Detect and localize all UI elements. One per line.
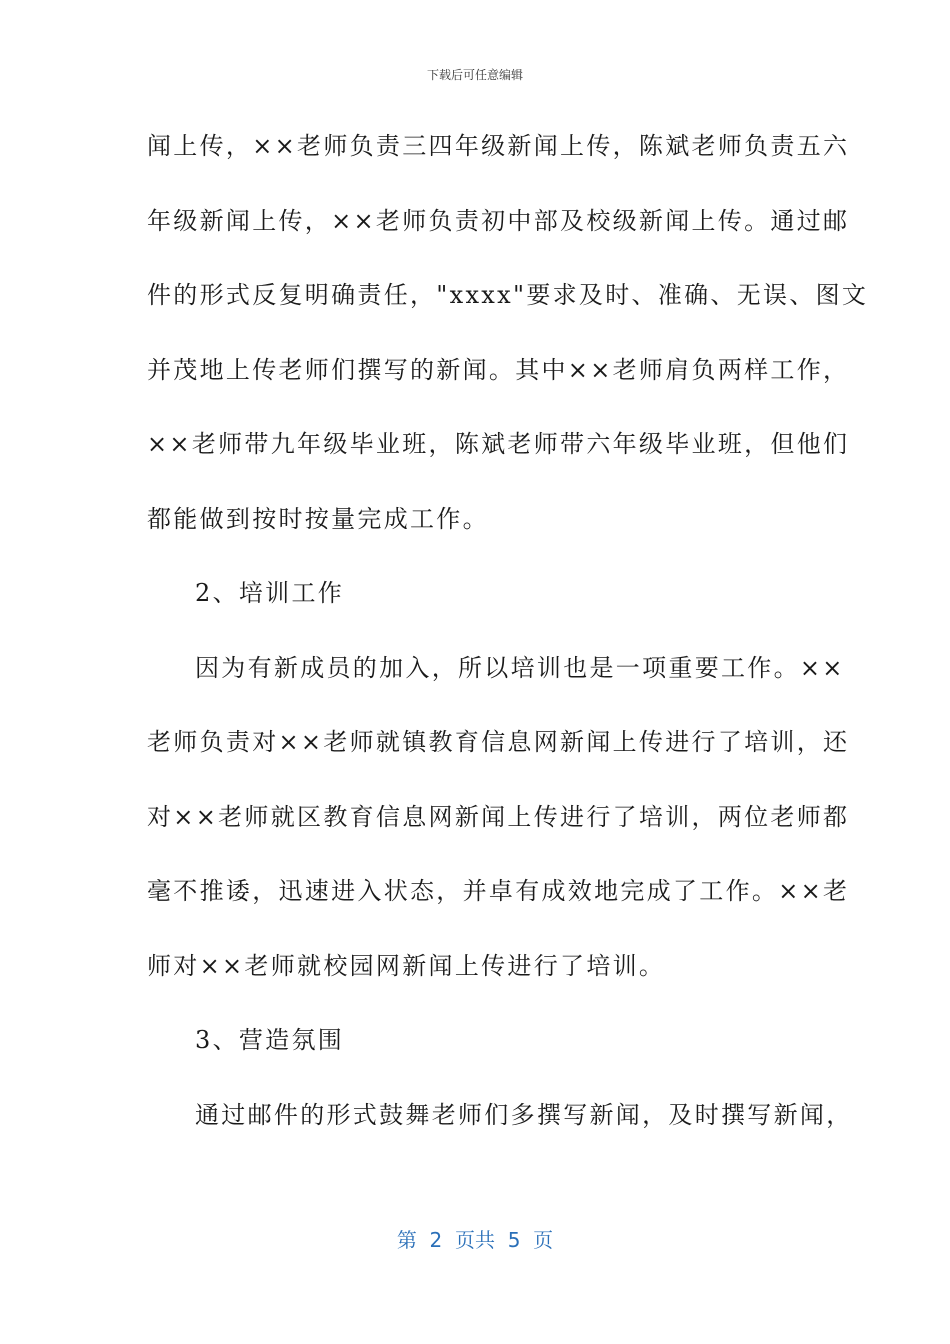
text-line: 毫不推诿，迅速进入状态，并卓有成效地完成了工作。××老 <box>147 877 850 905</box>
text-line: ××老师带九年级毕业班，陈斌老师带六年级毕业班，但他们 <box>147 430 850 458</box>
text-line: 闻上传，××老师负责三四年级新闻上传，陈斌老师负责五六 <box>147 132 850 160</box>
text-line: 对××老师就区教育信息网新闻上传进行了培训，两位老师都 <box>147 802 850 831</box>
document-body <box>147 127 869 1170</box>
paragraph-first-line: 因为有新成员的加入，所以培训也是一项重要工作。×× <box>195 653 845 682</box>
page-number-label: 第 2 页共 5 页 <box>396 1228 554 1252</box>
text-line: 师对××老师就校园网新闻上传进行了培训。 <box>147 951 666 980</box>
text-line: 年级新闻上传，××老师负责初中部及校级新闻上传。通过邮 <box>147 206 850 235</box>
page-number <box>0 1224 950 1253</box>
text-line: 都能做到按时按量完成工作。 <box>147 504 489 533</box>
page-header-note: 下载后可任意编辑 <box>426 68 523 82</box>
text-line: 并茂地上传老师们撰写的新闻。其中××老师肩负两样工作， <box>147 355 850 384</box>
paragraph-first-line: 通过邮件的形式鼓舞老师们多撰写新闻，及时撰写新闻， <box>195 1100 853 1129</box>
section-heading: 3、营造氛围 <box>195 1026 345 1054</box>
section-heading: 2、培训工作 <box>195 579 345 607</box>
text-line: 件的形式反复明确责任，"xxxx"要求及时、准确、无误、图文 <box>147 281 869 309</box>
text-line: 老师负责对××老师就镇教育信息网新闻上传进行了培训，还 <box>147 728 850 756</box>
